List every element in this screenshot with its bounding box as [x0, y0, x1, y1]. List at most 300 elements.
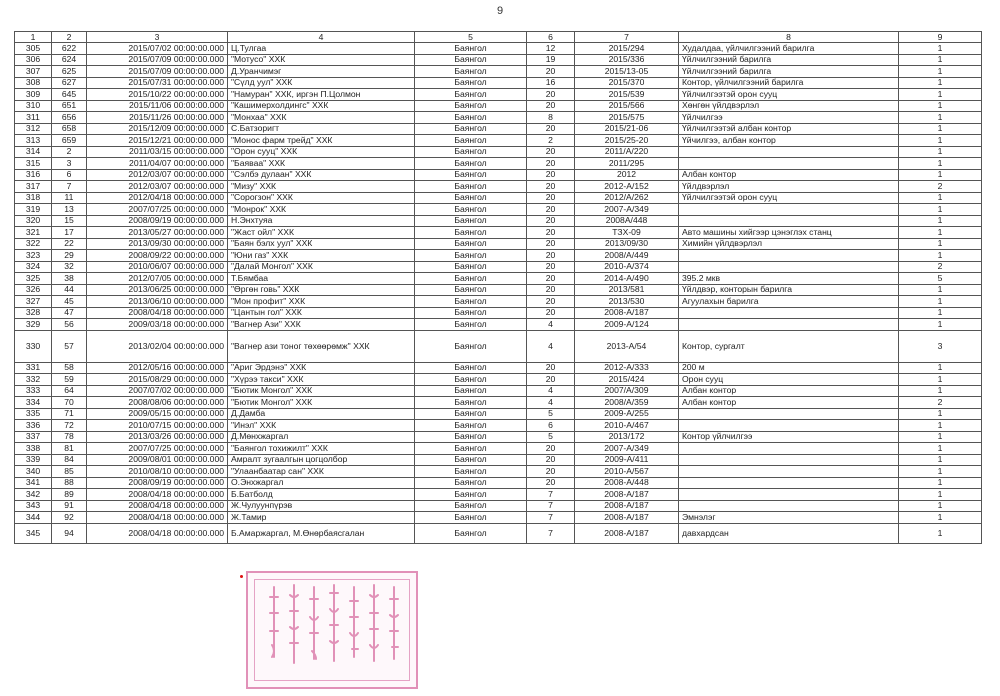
table-cell: 59 — [52, 374, 87, 386]
table-cell — [679, 261, 899, 273]
table-cell: 2015/336 — [575, 54, 679, 66]
table-cell: 2012 — [575, 169, 679, 181]
table-cell: 1 — [899, 215, 982, 227]
table-cell: Химийн үйлдвэрлэл — [679, 238, 899, 250]
table-cell: 1 — [899, 443, 982, 455]
table-cell: 2014-А/490 — [575, 273, 679, 285]
table-cell: Баянгол — [415, 123, 527, 135]
table-cell: Амралт зугаалгын цогцолбор — [228, 454, 415, 466]
table-cell: 2013/03/26 00:00:00.000 — [87, 431, 228, 443]
registry-table — [14, 31, 982, 544]
table-cell: 331 — [15, 362, 52, 374]
table-cell: Баянгол — [415, 261, 527, 273]
table-cell: 1 — [899, 66, 982, 78]
table-cell: "Вагнер ази тоног төхөөрөмж" ХХК — [228, 330, 415, 362]
table-cell: 323 — [15, 250, 52, 262]
table-cell: 89 — [52, 489, 87, 501]
table-cell: 308 — [15, 77, 52, 89]
table-row — [15, 330, 982, 362]
table-row — [15, 158, 982, 170]
table-cell: 20 — [527, 284, 575, 296]
table-cell: Баянгол — [415, 397, 527, 409]
table-cell: 305 — [15, 43, 52, 55]
table-cell: 319 — [15, 204, 52, 216]
table-cell: 321 — [15, 227, 52, 239]
table-cell: Баянгол — [415, 77, 527, 89]
table-cell: Агуулахын барилга — [679, 296, 899, 308]
table-row — [15, 123, 982, 135]
table-cell: 7 — [527, 512, 575, 524]
table-cell: 2010/06/07 00:00:00.000 — [87, 261, 228, 273]
table-cell: 342 — [15, 489, 52, 501]
table-cell: Худалдаа, үйлчилгээний барилга — [679, 43, 899, 55]
table-cell: 20 — [527, 181, 575, 193]
table-row — [15, 385, 982, 397]
table-row — [15, 261, 982, 273]
table-cell: 2015/566 — [575, 100, 679, 112]
table-cell: "Сэлбэ дулаан" ХХК — [228, 169, 415, 181]
table-cell: 84 — [52, 454, 87, 466]
table-cell: 6 — [52, 169, 87, 181]
table-cell: 70 — [52, 397, 87, 409]
table-cell: Баянгол — [415, 250, 527, 262]
table-row — [15, 227, 982, 239]
table-cell: 38 — [52, 273, 87, 285]
table-cell: 326 — [15, 284, 52, 296]
column-header: 1 — [15, 32, 52, 43]
table-cell: Үйлчилгээний барилга — [679, 66, 899, 78]
table-cell: Н.Энхтуяа — [228, 215, 415, 227]
table-header-row — [15, 32, 982, 43]
table-cell: Баянгол — [415, 66, 527, 78]
table-cell: 2011/295 — [575, 158, 679, 170]
table-cell: "Мотусо" ХХК — [228, 54, 415, 66]
table-row — [15, 100, 982, 112]
table-cell: 1 — [899, 466, 982, 478]
table-cell: 1 — [899, 169, 982, 181]
table-cell: 309 — [15, 89, 52, 101]
table-cell: 2009/05/15 00:00:00.000 — [87, 408, 228, 420]
table-cell: "Бютик Монгол" ХХК — [228, 397, 415, 409]
table-cell: 2013/06/25 00:00:00.000 — [87, 284, 228, 296]
table-cell: 20 — [527, 123, 575, 135]
table-cell: 2015/539 — [575, 89, 679, 101]
table-cell: 2013/06/10 00:00:00.000 — [87, 296, 228, 308]
table-cell: 2012/04/18 00:00:00.000 — [87, 192, 228, 204]
table-cell: 324 — [15, 261, 52, 273]
table-cell: 1 — [899, 420, 982, 432]
table-cell: 2012/07/05 00:00:00.000 — [87, 273, 228, 285]
table-cell: Баянгол — [415, 523, 527, 543]
table-cell: 341 — [15, 477, 52, 489]
table-cell: 7 — [527, 489, 575, 501]
table-cell: 85 — [52, 466, 87, 478]
table-cell: 325 — [15, 273, 52, 285]
table-row — [15, 146, 982, 158]
table-cell: Баянгол — [415, 204, 527, 216]
table-cell: 313 — [15, 135, 52, 147]
table-cell: 1 — [899, 296, 982, 308]
table-cell: 44 — [52, 284, 87, 296]
table-cell: Т.Бямбаа — [228, 273, 415, 285]
table-cell: 17 — [52, 227, 87, 239]
table-cell: Үйлчилгээний барилга — [679, 54, 899, 66]
table-cell: 29 — [52, 250, 87, 262]
table-body — [15, 43, 982, 544]
table-cell: 336 — [15, 420, 52, 432]
table-cell: 1 — [899, 54, 982, 66]
table-cell: Баянгол — [415, 146, 527, 158]
table-cell: 2 — [527, 135, 575, 147]
table-cell: 2012/А/262 — [575, 192, 679, 204]
table-cell: 7 — [52, 181, 87, 193]
column-header: 7 — [575, 32, 679, 43]
table-cell: 2010-А/467 — [575, 420, 679, 432]
table-cell: 2015/08/29 00:00:00.000 — [87, 374, 228, 386]
table-cell: "Сорогзон" ХХК — [228, 192, 415, 204]
table-cell: Баянгол — [415, 284, 527, 296]
table-cell: 1 — [899, 319, 982, 331]
table-cell: Баянгол — [415, 408, 527, 420]
table-cell: 2009-А/411 — [575, 454, 679, 466]
table-cell: 2013-А/54 — [575, 330, 679, 362]
table-cell: Баянгол — [415, 319, 527, 331]
table-cell — [679, 466, 899, 478]
table-cell: Баянгол — [415, 477, 527, 489]
table-cell: 2010-А/567 — [575, 466, 679, 478]
table-cell: 1 — [899, 123, 982, 135]
table-row — [15, 512, 982, 524]
page-number: 9 — [496, 5, 504, 17]
table-cell: Баянгол — [415, 169, 527, 181]
table-cell: 91 — [52, 500, 87, 512]
table-cell: 1 — [899, 307, 982, 319]
table-row — [15, 238, 982, 250]
table-cell: Баянгол — [415, 112, 527, 124]
table-cell: 2015/07/09 00:00:00.000 — [87, 66, 228, 78]
table-cell: 317 — [15, 181, 52, 193]
table-cell: 2008/А/449 — [575, 250, 679, 262]
table-cell: "Монос фарм трейд" ХХК — [228, 135, 415, 147]
table-cell: 71 — [52, 408, 87, 420]
table-cell: 1 — [899, 362, 982, 374]
table-cell — [679, 420, 899, 432]
table-row — [15, 523, 982, 543]
table-cell: 7 — [527, 500, 575, 512]
table-row — [15, 443, 982, 455]
table-cell: 1 — [899, 431, 982, 443]
table-cell: 1 — [899, 192, 982, 204]
table-cell: 2008-А/187 — [575, 512, 679, 524]
table-cell: "Монхаа" ХХК — [228, 112, 415, 124]
table-cell: 2008/09/19 00:00:00.000 — [87, 477, 228, 489]
table-cell: 2 — [899, 181, 982, 193]
column-header: 8 — [679, 32, 899, 43]
table-cell: давхардсан — [679, 523, 899, 543]
table-cell: "Хүрээ такси" ХХК — [228, 374, 415, 386]
table-cell: "Юни газ" ХХК — [228, 250, 415, 262]
table-cell: 2015/370 — [575, 77, 679, 89]
table-cell: 2008А/448 — [575, 215, 679, 227]
table-cell: Баянгол — [415, 512, 527, 524]
table-cell: 2007/07/25 00:00:00.000 — [87, 204, 228, 216]
table-cell: "Мон профит" ХХК — [228, 296, 415, 308]
table-cell: Баянгол — [415, 192, 527, 204]
table-cell: Үйлчилгээтэй албан контор — [679, 123, 899, 135]
table-cell: 1 — [899, 454, 982, 466]
table-cell: 395.2 мкв — [679, 273, 899, 285]
table-cell: Баянгол — [415, 54, 527, 66]
table-cell: 658 — [52, 123, 87, 135]
table-cell: Баянгол — [415, 43, 527, 55]
table-cell: 2015/12/09 00:00:00.000 — [87, 123, 228, 135]
table-cell: 334 — [15, 397, 52, 409]
table-cell: "Монрок" ХХК — [228, 204, 415, 216]
table-cell: 4 — [527, 385, 575, 397]
table-row — [15, 273, 982, 285]
table-cell: 20 — [527, 89, 575, 101]
table-cell: 329 — [15, 319, 52, 331]
table-cell: 2015/07/09 00:00:00.000 — [87, 54, 228, 66]
table-cell: 20 — [527, 238, 575, 250]
table-row — [15, 250, 982, 262]
table-cell: Контор, үйлчилгээний барилга — [679, 77, 899, 89]
table-cell: 1 — [899, 523, 982, 543]
table-cell — [679, 454, 899, 466]
table-cell: "Цантын гол" ХХК — [228, 307, 415, 319]
table-cell: 2008-А/187 — [575, 500, 679, 512]
table-cell: 2012-А/333 — [575, 362, 679, 374]
table-cell: Баянгол — [415, 443, 527, 455]
table-row — [15, 135, 982, 147]
table-cell: 2011/А/220 — [575, 146, 679, 158]
table-cell: 47 — [52, 307, 87, 319]
table-cell: 2008/04/18 00:00:00.000 — [87, 512, 228, 524]
table-cell: 2015/424 — [575, 374, 679, 386]
table-row — [15, 54, 982, 66]
table-cell: "Өргөн говь" ХХК — [228, 284, 415, 296]
table-cell: Баянгол — [415, 307, 527, 319]
table-cell — [679, 477, 899, 489]
table-cell: 20 — [527, 477, 575, 489]
column-header: 5 — [415, 32, 527, 43]
table-cell: Д.Уранчимэг — [228, 66, 415, 78]
table-cell: 339 — [15, 454, 52, 466]
table-cell: Ж.Тамир — [228, 512, 415, 524]
table-cell: 81 — [52, 443, 87, 455]
table-cell: 16 — [527, 77, 575, 89]
table-cell: "Баянгол тохижилт" ХХК — [228, 443, 415, 455]
table-cell: 1 — [899, 512, 982, 524]
table-cell: 200 м — [679, 362, 899, 374]
table-cell: 2015/13-05 — [575, 66, 679, 78]
table-cell: 20 — [527, 261, 575, 273]
table-row — [15, 66, 982, 78]
table-cell: 1 — [899, 77, 982, 89]
table-cell: 340 — [15, 466, 52, 478]
table-row — [15, 489, 982, 501]
table-cell: Ж.Чулуунпүрэв — [228, 500, 415, 512]
table-cell: 22 — [52, 238, 87, 250]
table-cell: 2008/04/18 00:00:00.000 — [87, 500, 228, 512]
table-cell: "Ариг Эрдэнэ" ХХК — [228, 362, 415, 374]
table-cell: 20 — [527, 158, 575, 170]
table-cell: Баянгол — [415, 330, 527, 362]
table-cell: 2012/03/07 00:00:00.000 — [87, 169, 228, 181]
table-cell: 315 — [15, 158, 52, 170]
table-cell: 20 — [527, 466, 575, 478]
table-cell: 64 — [52, 385, 87, 397]
table-cell: 15 — [52, 215, 87, 227]
table-cell: 88 — [52, 477, 87, 489]
table-cell: 2008/08/06 00:00:00.000 — [87, 397, 228, 409]
table-cell: 2012/03/07 00:00:00.000 — [87, 181, 228, 193]
table-cell: Баянгол — [415, 158, 527, 170]
table-cell: ТЗХ-09 — [575, 227, 679, 239]
table-cell: 2007/А/309 — [575, 385, 679, 397]
table-cell: 1 — [899, 89, 982, 101]
table-cell: Баянгол — [415, 466, 527, 478]
table-row — [15, 454, 982, 466]
table-cell: 20 — [527, 374, 575, 386]
table-cell: 2009-А/255 — [575, 408, 679, 420]
table-cell: 2008/04/18 00:00:00.000 — [87, 489, 228, 501]
table-cell: Баянгол — [415, 489, 527, 501]
official-seal-stamp — [246, 571, 418, 689]
table-cell: 2013/05/27 00:00:00.000 — [87, 227, 228, 239]
table-cell — [679, 408, 899, 420]
table-cell: Үйчилгээ, албан контор — [679, 135, 899, 147]
table-cell — [679, 443, 899, 455]
table-row — [15, 204, 982, 216]
table-cell: 2015/575 — [575, 112, 679, 124]
table-cell: 1 — [899, 227, 982, 239]
table-cell: 20 — [527, 100, 575, 112]
table-cell: 337 — [15, 431, 52, 443]
table-cell: Баянгол — [415, 454, 527, 466]
table-row — [15, 397, 982, 409]
table-cell: 78 — [52, 431, 87, 443]
table-cell: 2013/581 — [575, 284, 679, 296]
table-row — [15, 307, 982, 319]
table-row — [15, 374, 982, 386]
column-header: 3 — [87, 32, 228, 43]
table-cell: "Вагнер Ази" ХХК — [228, 319, 415, 331]
table-cell: Б.Амаржаргал, М.Өнөрбаясгалан — [228, 523, 415, 543]
table-cell — [679, 500, 899, 512]
table-cell: 20 — [527, 204, 575, 216]
table-cell: "Жаст ойл" ХХК — [228, 227, 415, 239]
table-cell: 2015/07/02 00:00:00.000 — [87, 43, 228, 55]
table-cell: 316 — [15, 169, 52, 181]
column-header: 2 — [52, 32, 87, 43]
table-cell: "Далай Монгол" ХХК — [228, 261, 415, 273]
table-cell: 2008/04/18 00:00:00.000 — [87, 523, 228, 543]
table-cell: 20 — [527, 443, 575, 455]
table-cell: 58 — [52, 362, 87, 374]
table-cell: 320 — [15, 215, 52, 227]
table-cell: Контор үйлчилгээ — [679, 431, 899, 443]
table-cell: 11 — [52, 192, 87, 204]
table-cell: 20 — [527, 146, 575, 158]
table-cell: Контор, сургалт — [679, 330, 899, 362]
table-cell: 1 — [899, 204, 982, 216]
table-cell: Үйлчилгээтэй орон сууц — [679, 89, 899, 101]
table-cell: 344 — [15, 512, 52, 524]
table-cell: Баянгол — [415, 385, 527, 397]
table-cell: 2008-А/187 — [575, 523, 679, 543]
table-cell: "Улаанбаатар сан" ХХК — [228, 466, 415, 478]
table-cell: 72 — [52, 420, 87, 432]
table-cell: 4 — [527, 319, 575, 331]
table-cell: 2008/А/359 — [575, 397, 679, 409]
table-row — [15, 181, 982, 193]
table-cell: 20 — [527, 227, 575, 239]
table-cell: 57 — [52, 330, 87, 362]
table-cell: С.Батзоригт — [228, 123, 415, 135]
table-cell: "Баян бэлх уул" ХХК — [228, 238, 415, 250]
table-cell: 2015/25-20 — [575, 135, 679, 147]
table-cell: 2015/12/21 00:00:00.000 — [87, 135, 228, 147]
table-row — [15, 420, 982, 432]
table-cell: 1 — [899, 250, 982, 262]
table-row — [15, 319, 982, 331]
table-cell: 627 — [52, 77, 87, 89]
table-cell: 2012/05/16 00:00:00.000 — [87, 362, 228, 374]
table-row — [15, 500, 982, 512]
table-cell: 5 — [899, 273, 982, 285]
table-row — [15, 192, 982, 204]
table-cell: 19 — [527, 54, 575, 66]
table-cell: 2008/09/19 00:00:00.000 — [87, 215, 228, 227]
table-cell: 322 — [15, 238, 52, 250]
table-cell — [679, 158, 899, 170]
table-cell: Баянгол — [415, 89, 527, 101]
table-cell: Баянгол — [415, 273, 527, 285]
table-cell: Баянгол — [415, 500, 527, 512]
table-cell — [679, 307, 899, 319]
table-cell — [679, 489, 899, 501]
table-cell: 311 — [15, 112, 52, 124]
table-cell: 645 — [52, 89, 87, 101]
table-cell: 312 — [15, 123, 52, 135]
table-row — [15, 89, 982, 101]
table-cell: Үйлчилгээ — [679, 112, 899, 124]
table-cell: Баянгол — [415, 181, 527, 193]
table-cell — [679, 204, 899, 216]
table-cell: 2015/11/06 00:00:00.000 — [87, 100, 228, 112]
table-cell: 2009/08/01 00:00:00.000 — [87, 454, 228, 466]
table-cell: 2013/09/30 00:00:00.000 — [87, 238, 228, 250]
table-cell: 314 — [15, 146, 52, 158]
table-cell: "Сүлд уул" ХХК — [228, 77, 415, 89]
table-cell: 2013/172 — [575, 431, 679, 443]
table-cell: 656 — [52, 112, 87, 124]
table-cell: Баянгол — [415, 296, 527, 308]
table-cell: 307 — [15, 66, 52, 78]
table-cell: 1 — [899, 100, 982, 112]
table-cell: 2015/11/26 00:00:00.000 — [87, 112, 228, 124]
table-cell: 5 — [527, 408, 575, 420]
column-header: 4 — [228, 32, 415, 43]
table-cell: Эмнэлэг — [679, 512, 899, 524]
table-cell: 20 — [527, 169, 575, 181]
table-cell: 2009-А/124 — [575, 319, 679, 331]
table-cell: 333 — [15, 385, 52, 397]
table-cell: 659 — [52, 135, 87, 147]
table-row — [15, 77, 982, 89]
table-cell: 1 — [899, 408, 982, 420]
